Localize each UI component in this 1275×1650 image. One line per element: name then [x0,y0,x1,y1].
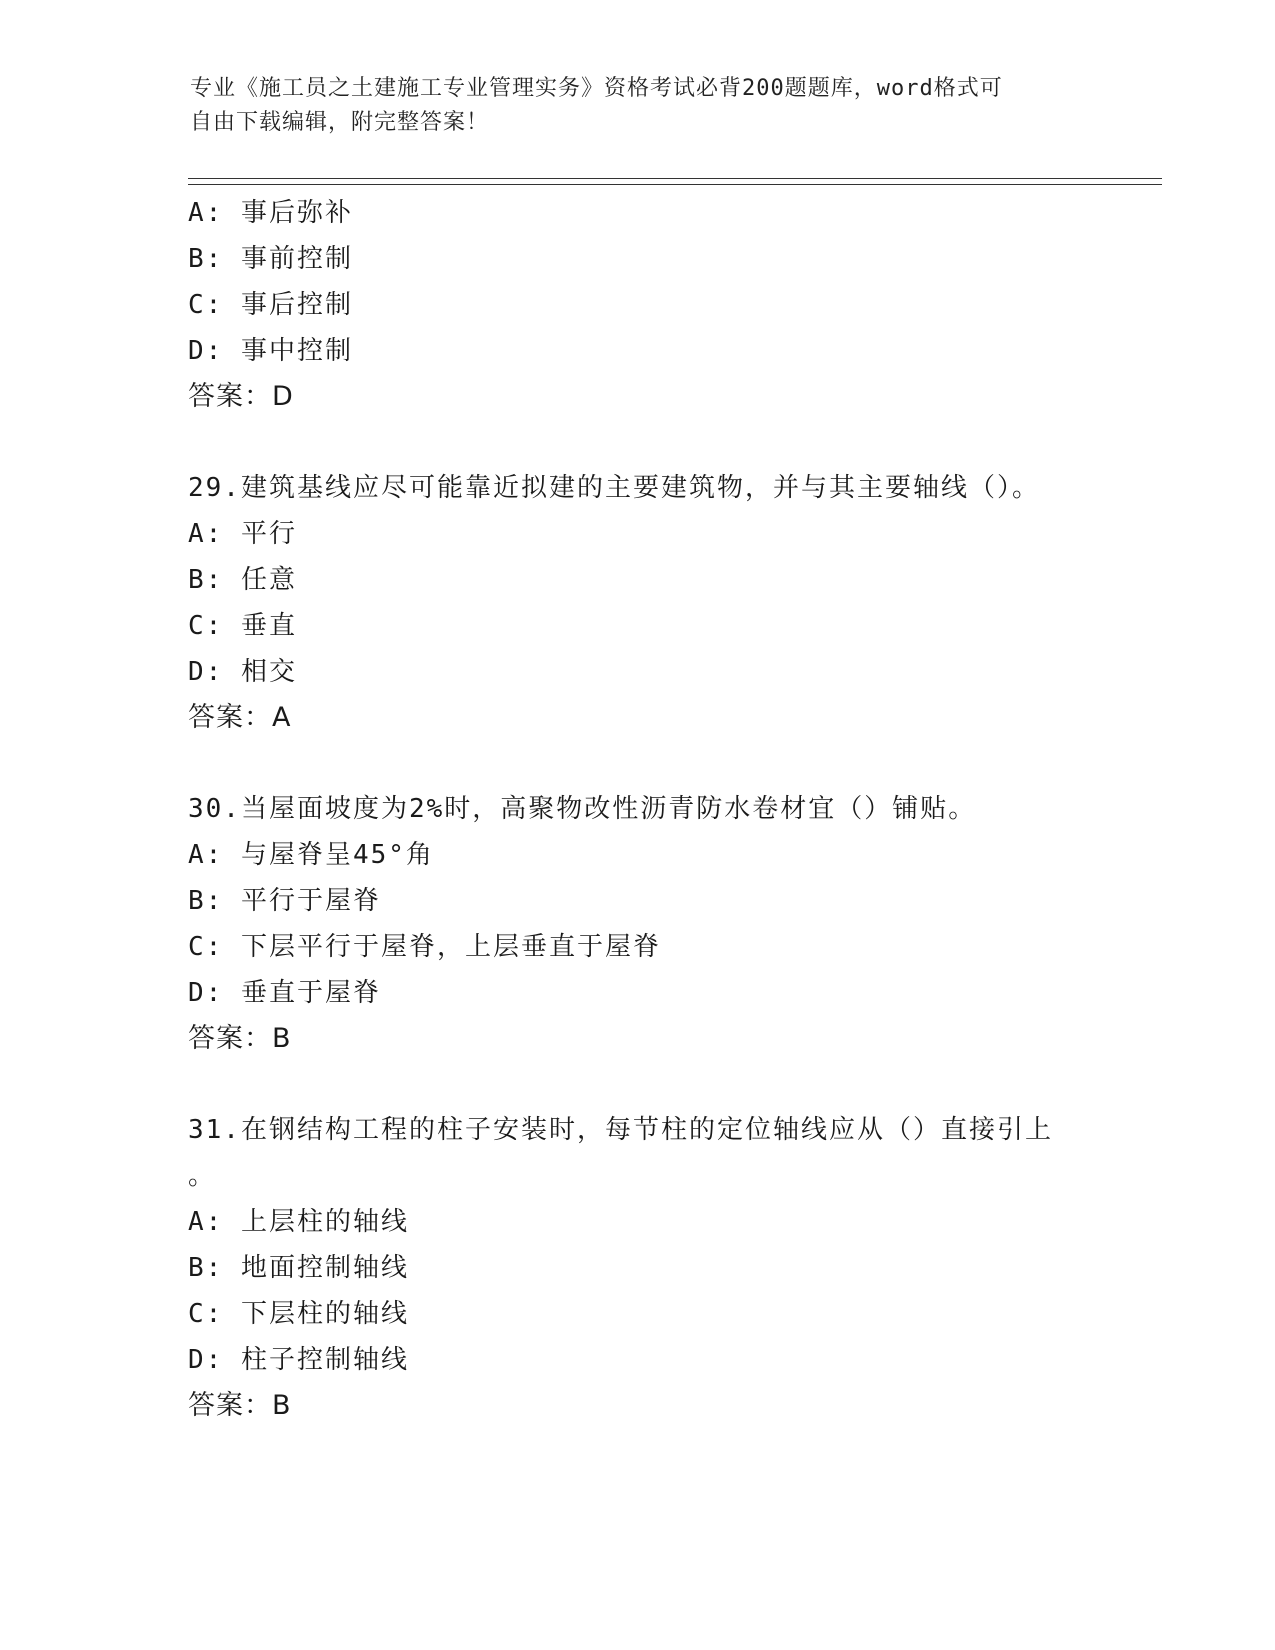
option-c: C: 下层柱的轴线 [188,1299,409,1329]
option-a: A: 与屋脊呈45°角 [188,840,434,870]
question-text-continued: 。 [188,1161,217,1191]
question-text: 31.在钢结构工程的柱子安装时，每节柱的定位轴线应从（）直接引上 [188,1115,1053,1145]
question-text: 30.当屋面坡度为2%时，高聚物改性沥青防水卷材宜（）铺贴。 [188,794,977,824]
option-c: C: 垂直 [188,611,297,641]
option-b: B: 任意 [188,565,297,595]
option-d: D: 柱子控制轴线 [188,1345,409,1375]
answer-line: 答案：D [188,381,294,412]
header-line-1: 专业《施工员之土建施工专业管理实务》资格考试必背200题题库，word格式可 [190,76,1003,101]
header-line-2: 自由下载编辑，附完整答案！ [190,110,490,135]
option-c: C: 事后控制 [188,290,353,320]
document-body [188,190,1148,1429]
option-b: B: 地面控制轴线 [188,1253,409,1283]
option-d: D: 事中控制 [188,336,353,366]
spacer [188,1062,1148,1107]
option-b: B: 平行于屋脊 [188,886,381,916]
option-a: A: 上层柱的轴线 [188,1207,409,1237]
answer-line: 答案：A [188,702,292,733]
question-text: 29.建筑基线应尽可能靠近拟建的主要建筑物，并与其主要轴线（）。 [188,473,1040,503]
document-header [190,72,1090,140]
spacer [188,741,1148,786]
spacer [188,420,1148,465]
question-29-block [188,465,1148,741]
question-30-block [188,786,1148,1062]
answer-line: 答案：B [188,1390,292,1421]
option-c: C: 下层平行于屋脊，上层垂直于屋脊 [188,932,661,962]
question-31-block [188,1107,1148,1429]
option-d: D: 垂直于屋脊 [188,978,381,1008]
header-divider-top [188,178,1162,179]
answer-line: 答案：B [188,1023,292,1054]
question-28-block [188,190,1148,420]
option-b: B: 事前控制 [188,244,353,274]
option-d: D: 相交 [188,657,297,687]
header-divider-bottom [188,184,1162,185]
option-a: A: 事后弥补 [188,198,353,228]
option-a: A: 平行 [188,519,297,549]
